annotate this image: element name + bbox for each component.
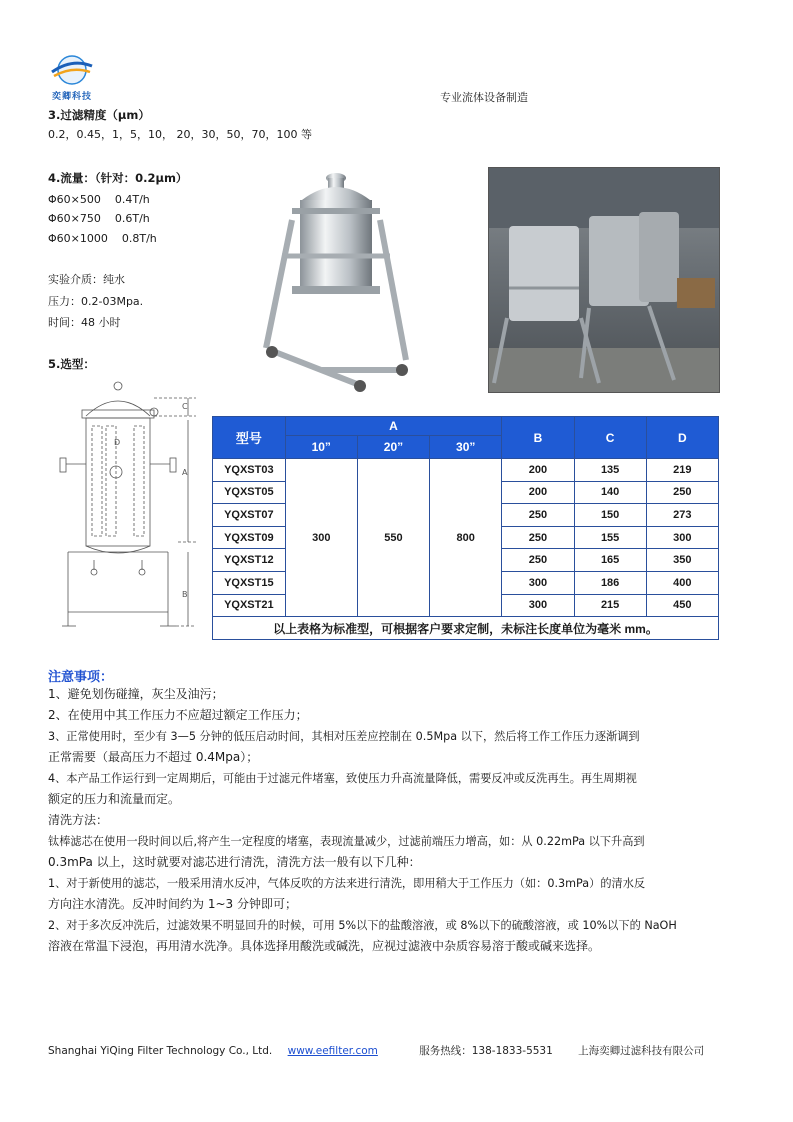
note-line: 3、正常使用时，至少有 3—5 分钟的低压启动时间，其相对压差应控制在 0.5Mpa 以下，然后将工作工作压力逐渐调到 xyxy=(48,730,640,743)
dim-label-a: A xyxy=(182,468,188,477)
company-logo xyxy=(48,52,96,102)
dimension-drawing xyxy=(48,376,196,638)
product-image-factory xyxy=(488,167,720,393)
dim-label-b: B xyxy=(182,590,188,599)
notes-body xyxy=(48,684,758,957)
cell-c: 135 xyxy=(574,459,646,482)
note-line: 清洗方法： xyxy=(48,813,109,827)
cell-model: YQXST07 xyxy=(213,504,286,527)
cell-b: 200 xyxy=(502,459,574,482)
table-row xyxy=(213,459,719,482)
footer-company-en: Shanghai YiQing Filter Technology Co., Ltd. xyxy=(48,1045,273,1057)
cell-c: 150 xyxy=(574,504,646,527)
cell-c: 165 xyxy=(574,549,646,572)
spec-table xyxy=(212,416,719,640)
note-line: 4、本产品工作运行到一定周期后，可能由于过滤元件堵塞，致使压力升高流量降低，需要反冲或反洗再生。再生周期视 xyxy=(48,772,637,785)
cell-d: 273 xyxy=(646,504,718,527)
cell-a-30: 800 xyxy=(430,459,502,617)
cell-model: YQXST12 xyxy=(213,549,286,572)
note-line: 0.3mPa 以上，这时就要对滤芯进行清洗，清洗方法一般有以下几种： xyxy=(48,855,421,869)
table-footnote: 以上表格为标准型，可根据客户要求定制，未标注长度单位为毫米 mm。 xyxy=(213,617,719,640)
footer-company-cn: 上海奕卿过滤科技有限公司 xyxy=(578,1045,705,1057)
cell-model: YQXST09 xyxy=(213,526,286,549)
th-d: D xyxy=(646,417,718,459)
cell-model: YQXST03 xyxy=(213,459,286,482)
note-line: 1、避免划伤碰撞，灰尘及油污； xyxy=(48,687,224,701)
cell-c: 140 xyxy=(574,481,646,504)
note-line: 钛棒滤芯在使用一段时间以后,将产生一定程度的堵塞，表现流量减少，过滤前端压力增高，如：从 0.22mPa 以下升高到 xyxy=(48,835,645,848)
th-c: C xyxy=(574,417,646,459)
cell-a-10: 300 xyxy=(285,459,357,617)
cell-b: 200 xyxy=(502,481,574,504)
note-line: 1、对于新使用的滤芯，一般采用清水反冲，气体反吹的方法来进行清洗，即用稍大于工作压力（如：0.3mPa）的清水反 xyxy=(48,877,646,890)
dim-label-c: C xyxy=(182,402,188,411)
th-a-30: 30” xyxy=(430,436,502,459)
flow-title: 4.流量：（针对：0.2μm） xyxy=(48,171,188,185)
cell-b: 250 xyxy=(502,504,574,527)
note-line: 2、在使用中其工作压力不应超过额定工作压力； xyxy=(48,708,308,722)
product-image-housing xyxy=(262,160,410,396)
flow-medium: 实验介质：纯水 xyxy=(48,273,125,286)
cell-c: 155 xyxy=(574,526,646,549)
flow-time: 时间：48 小时 xyxy=(48,316,121,329)
cell-b: 300 xyxy=(502,594,574,617)
cell-model: YQXST15 xyxy=(213,571,286,594)
footer xyxy=(48,1043,748,1058)
cell-model: YQXST21 xyxy=(213,594,286,617)
th-a-10: 10” xyxy=(285,436,357,459)
precision-values: 0.2，0.45，1，5，10， 20，30，50，70，100 等 xyxy=(48,128,312,141)
flow-pressure: 压力：0.2-03Mpa. xyxy=(48,295,144,308)
cell-b: 250 xyxy=(502,526,574,549)
dim-label-d: D xyxy=(114,438,121,447)
cell-c: 186 xyxy=(574,571,646,594)
selection-title: 5.选型： xyxy=(48,357,95,371)
note-line: 方向注水清洗。反冲时间约为 1~3 分钟即可； xyxy=(48,897,297,911)
cell-d: 300 xyxy=(646,526,718,549)
note-line: 正常需要（最高压力不超过 0.4Mpa）； xyxy=(48,750,259,764)
cell-model: YQXST05 xyxy=(213,481,286,504)
th-a: A xyxy=(285,417,502,436)
footer-hotline: 服务热线：138-1833-5531 xyxy=(419,1045,553,1057)
note-line: 2、对于多次反冲洗后，过滤效果不明显回升的时候，可用 5%以下的盐酸溶液，或 8%以下的硫酸溶液，或 10%以下的 NaOH xyxy=(48,919,677,932)
cell-d: 350 xyxy=(646,549,718,572)
cell-b: 300 xyxy=(502,571,574,594)
flow-row: Φ60×1000 0.8T/h xyxy=(48,232,157,245)
footer-website-link[interactable]: www.eefilter.com xyxy=(287,1045,378,1057)
cell-d: 250 xyxy=(646,481,718,504)
note-line: 额定的压力和流量而定。 xyxy=(48,792,181,806)
cell-d: 450 xyxy=(646,594,718,617)
th-a-20: 20” xyxy=(357,436,429,459)
flow-row: Φ60×750 0.6T/h xyxy=(48,212,150,225)
th-model: 型号 xyxy=(213,417,286,459)
logo-text: 奕卿科技 xyxy=(52,92,93,102)
notes-title: 注意事项： xyxy=(48,670,114,685)
cell-d: 219 xyxy=(646,459,718,482)
header-tagline: 专业流体设备制造 xyxy=(440,91,528,104)
cell-c: 215 xyxy=(574,594,646,617)
flow-row: Φ60×500 0.4T/h xyxy=(48,193,150,206)
logo-globe-icon xyxy=(48,52,96,88)
cell-a-20: 550 xyxy=(357,459,429,617)
note-line: 溶液在常温下浸泡，再用清水洗净。具体选择用酸洗或碱洗，应视过滤液中杂质容易溶于酸或碱来选择。 xyxy=(48,939,601,953)
cell-b: 250 xyxy=(502,549,574,572)
precision-title: 3.过滤精度（μm） xyxy=(48,108,150,122)
cell-d: 400 xyxy=(646,571,718,594)
th-b: B xyxy=(502,417,574,459)
